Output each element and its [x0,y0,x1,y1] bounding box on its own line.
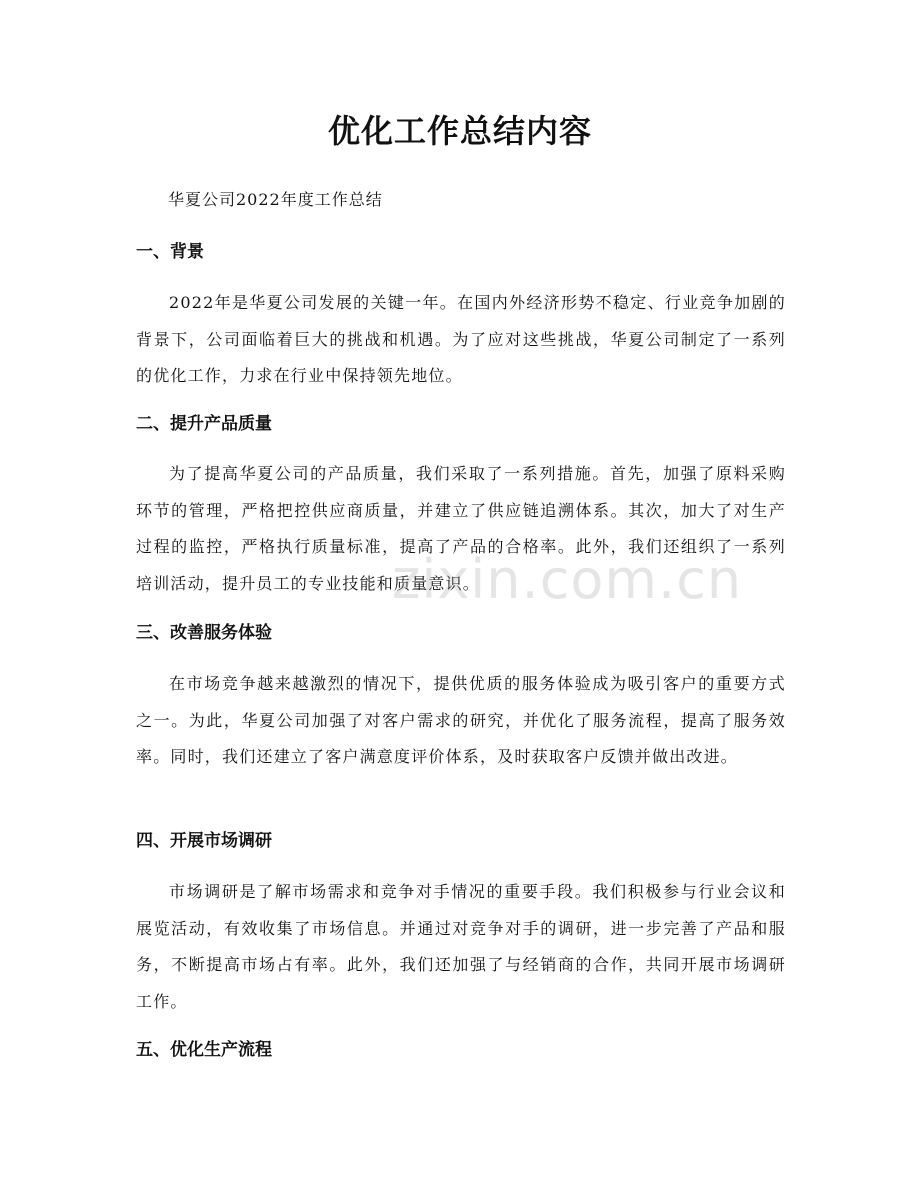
section-heading-background: 一、背景 [136,242,204,262]
section-heading-service-experience: 三、改善服务体验 [136,623,272,643]
section-body-background: 2022年是华夏公司发展的关键一年。在国内外经济形势不稳定、行业竞争加剧的背景下，公司面临着巨大的挑战和机遇。为了应对这些挑战，华夏公司制定了一系列的优化工作，力求在行业中保持领先地位。 [136,293,786,385]
section-heading-market-research: 四、开展市场调研 [136,831,272,851]
section-heading-production-process: 五、优化生产流程 [136,1040,272,1060]
section-body-service-experience: 在市场竞争越来越激烈的情况下，提供优质的服务体验成为吸引客户的重要方式之一。为此，华夏公司加强了对客户需求的研究，并优化了服务流程，提高了服务效率。同时，我们还建立了客户满意度评价体系，及时获取客户反馈并做出改进。 [136,674,786,766]
document-title: 优化工作总结内容 [327,112,592,150]
watermark: zixin.com.cn [392,548,743,611]
section-heading-product-quality: 二、提升产品质量 [136,414,272,434]
section-body-product-quality: 为了提高华夏公司的产品质量，我们采取了一系列措施。首先，加强了原料采购环节的管理，严格把控供应商质量，并建立了供应链追溯体系。其次，加大了对生产过程的监控，严格执行质量标准，提高了产品的合格率。此外，我们还组织了一系列培训活动，提升员工的专业技能和质量意识。 [136,464,786,593]
section-body-market-research: 市场调研是了解市场需求和竞争对手情况的重要手段。我们积极参与行业会议和展览活动，有效收集了市场信息。并通过对竞争对手的调研，进一步完善了产品和服务，不断提高市场占有率。此外，我们还加强了与经销商的合作，共同开展市场调研工作。 [136,882,786,1011]
document-subtitle: 华夏公司2022年度工作总结 [168,190,383,209]
